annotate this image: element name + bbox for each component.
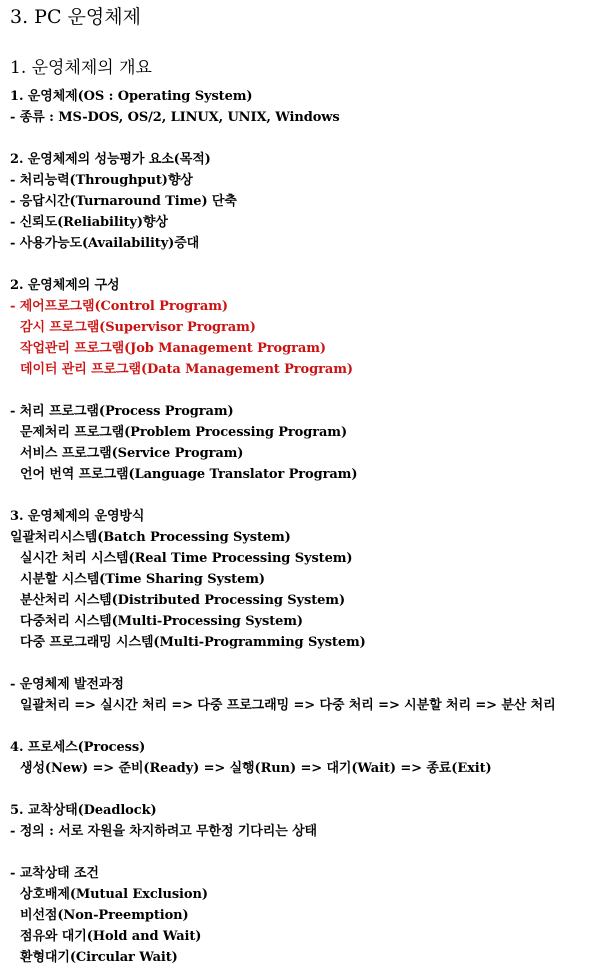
text-line: 실시간 처리 시스템(Real Time Processing System)	[20, 551, 353, 566]
page-title: 3. PC 운영체제	[10, 6, 141, 28]
text-line: 5. 교착상태(Deadlock)	[10, 803, 157, 818]
text-line: 1. 운영체제(OS : Operating System)	[10, 89, 253, 104]
text-line: 비선점(Non-Preemption)	[20, 908, 189, 923]
section-title: 1. 운영체제의 개요	[10, 58, 152, 78]
blank-line	[10, 380, 585, 401]
text-line: 생성(New) => 준비(Ready) => 실행(Run) => 대기(Wait) => 종료(Exit)	[20, 761, 492, 776]
blank-line	[10, 842, 585, 863]
text-line: 데이터 관리 프로그램(Data Management Program)	[20, 362, 353, 377]
text-line: 다중 프로그래밍 시스템(Multi-Programming System)	[20, 635, 366, 650]
text-line: 작업관리 프로그램(Job Management Program)	[20, 341, 326, 356]
text-line: - 사용가능도(Availability)증대	[10, 236, 200, 251]
text-line: 점유와 대기(Hold and Wait)	[20, 929, 202, 944]
text-line: 감시 프로그램(Supervisor Program)	[20, 320, 256, 335]
text-line: 환형대기(Circular Wait)	[20, 950, 178, 965]
text-line: - 처리능력(Throughput)향상	[10, 173, 193, 188]
text-line: - 운영체제 발전과정	[10, 677, 124, 692]
text-line: 2. 운영체제의 성능평가 요소(목적)	[10, 152, 211, 167]
text-line: 일괄처리시스템(Batch Processing System)	[10, 530, 291, 545]
text-line: 일괄처리 => 실시간 처리 => 다중 프로그래밍 => 다중 처리 => 시분할 처리 => 분산 처리	[20, 698, 556, 713]
text-line: - 교착상태 조건	[10, 866, 99, 881]
text-line: 4. 프로세스(Process)	[10, 740, 146, 755]
blank-line	[10, 653, 585, 674]
text-line: - 처리 프로그램(Process Program)	[10, 404, 234, 419]
text-line: 문제처리 프로그램(Problem Processing Program)	[20, 425, 348, 440]
document	[10, 0, 585, 968]
text-line: - 종류 : MS-DOS, OS/2, LINUX, UNIX, Windows	[10, 110, 340, 125]
text-line: - 정의 : 서로 자원을 차지하려고 무한정 기다리는 상태	[10, 824, 318, 839]
text-line: - 제어프로그램(Control Program)	[10, 299, 228, 314]
text-line: 시분할 시스템(Time Sharing System)	[20, 572, 265, 587]
text-line: - 응답시간(Turnaround Time) 단축	[10, 194, 237, 209]
text-line: 분산처리 시스템(Distributed Processing System)	[20, 593, 346, 608]
blank-line	[10, 128, 585, 149]
text-line: 언어 번역 프로그램(Language Translator Program)	[20, 467, 358, 482]
blank-line	[10, 254, 585, 275]
blank-line	[10, 485, 585, 506]
text-line: 다중처리 시스템(Multi-Processing System)	[20, 614, 303, 629]
text-line: - 신뢰도(Reliability)향상	[10, 215, 168, 230]
blank-line	[10, 716, 585, 737]
text-line: 상호배제(Mutual Exclusion)	[20, 887, 208, 902]
text-line: 서비스 프로그램(Service Program)	[20, 446, 244, 461]
blank-line	[10, 779, 585, 800]
text-line: 3. 운영체제의 운영방식	[10, 509, 145, 524]
text-line: 2. 운영체제의 구성	[10, 278, 120, 293]
content-lines	[10, 86, 585, 968]
